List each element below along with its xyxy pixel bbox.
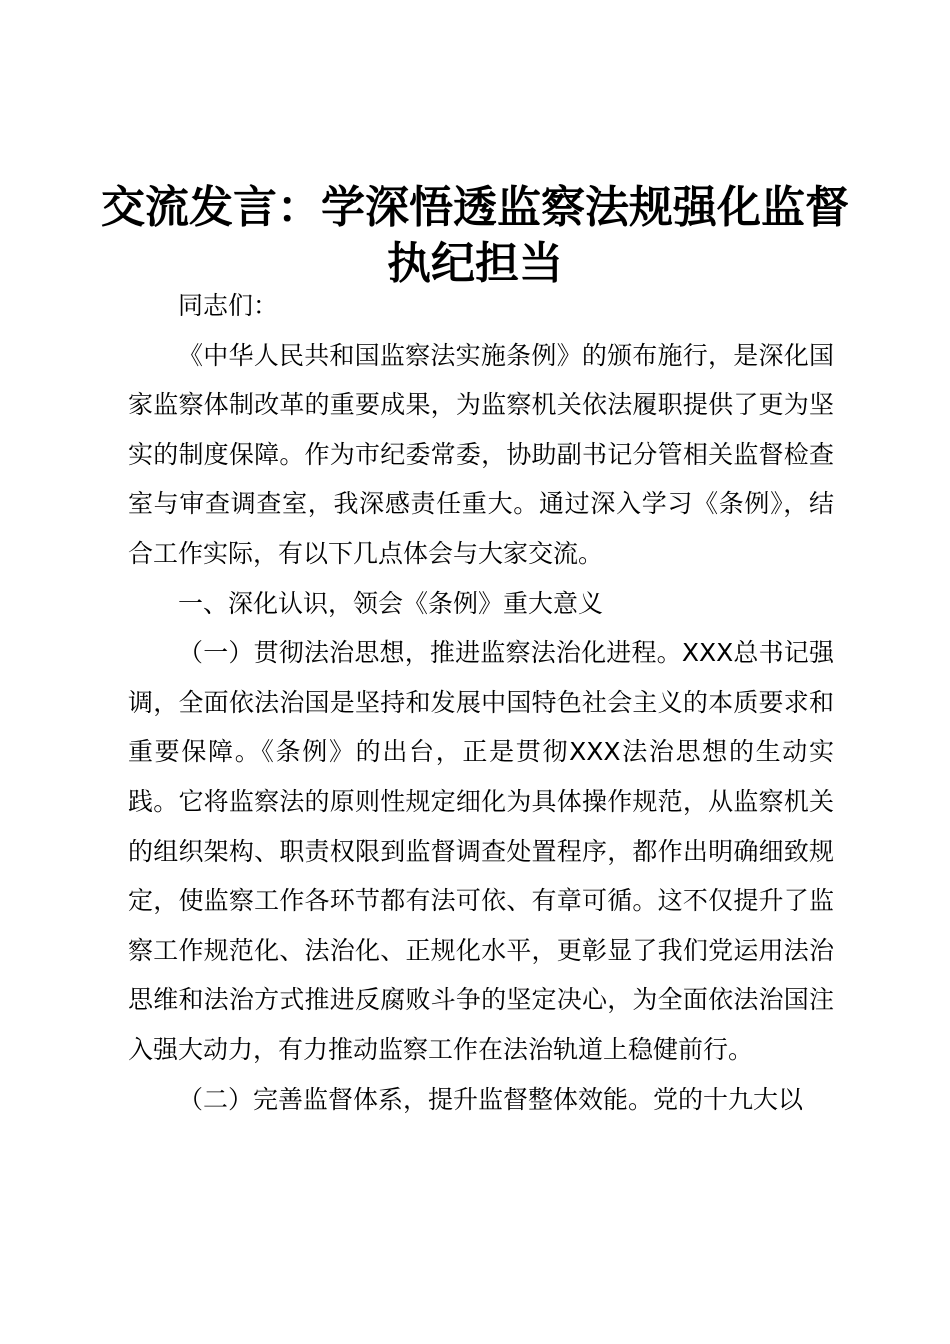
document-body <box>128 281 834 1124</box>
document-title: 交流发言：学深悟透监察法规强化监督执纪担当 <box>101 182 849 289</box>
paragraph-subsection-2: （二）完善监督体系，提升监督整体效能。党的十九大以 <box>178 1084 804 1114</box>
paragraph-subsection-1: （一）贯彻法治思想，推进监察法治化进程。XXX总书记强调，全面依法治国是坚持和发展中国特色社会主义的本质要求和重要保障。《条例》的出台，正是贯彻XXX法治思想的生动实践。它将监察法的原则性规定细化为具体操作规范，从监察机关的组织架构、职责权限到监督调查处置程序，都作出明确细致规定，使监察工作各环节都有法可依、有章可循。这不仅提升了监察工作规范化、法治化、正规化水平，更彰显了我们党运用法治思维和法治方式推进反腐败斗争的坚定决心，为全面依法治国注入强大动力，有力推动监察工作在法治轨道上稳健前行。 <box>128 638 834 1064</box>
salutation: 同志们： <box>178 291 279 320</box>
paragraph-intro: 《中华人民共和国监察法实施条例》的颁布施行，是深化国家监察体制改革的重要成果，为监察机关依法履职提供了更为坚实的制度保障。作为市纪委常委，协助副书记分管相关监督检查室与审查调查室，我深感责任重大。通过深入学习《条例》，结合工作实际，有以下几点体会与大家交流。 <box>128 340 834 568</box>
section-heading-1: 一、深化认识，领会《条例》重大意义 <box>178 588 604 618</box>
